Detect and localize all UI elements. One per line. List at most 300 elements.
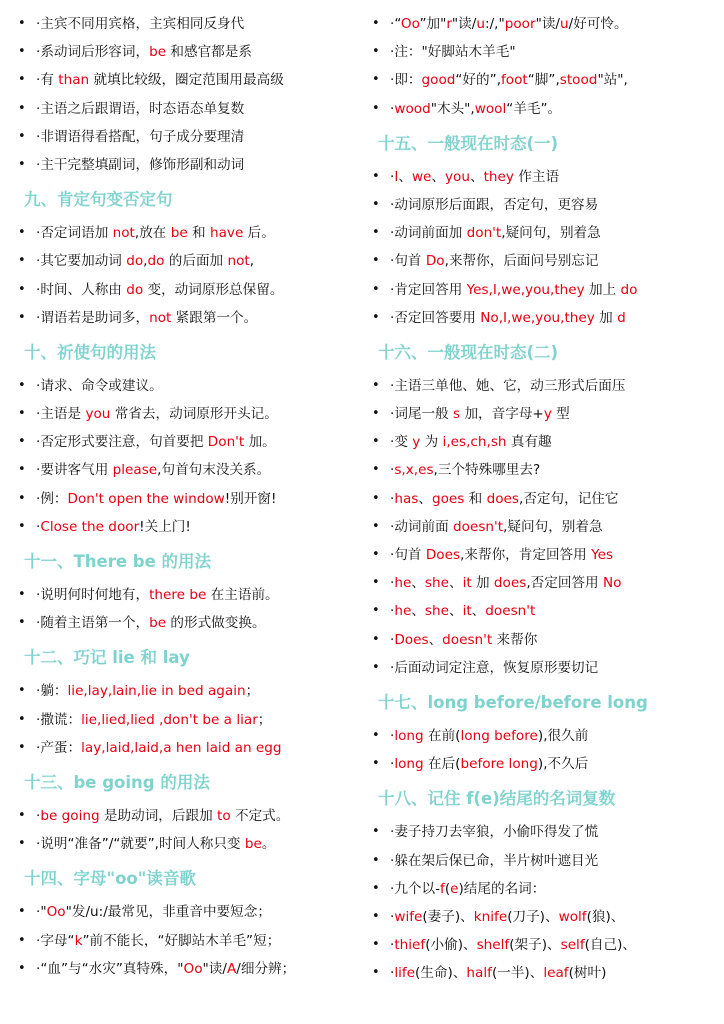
- bullet-icon: •: [18, 711, 26, 727]
- highlight-text: A: [226, 960, 237, 977]
- item-text: /好可怜。: [568, 16, 628, 32]
- highlight-text: lie,lay,lain,lie in bed again: [67, 683, 246, 700]
- highlight-text: d: [617, 309, 626, 326]
- bullet-icon: •: [372, 547, 380, 562]
- item-text: ·其它要加动词: [36, 253, 127, 270]
- highlight-text: wood: [394, 100, 431, 117]
- bullet-icon: •: [372, 965, 380, 981]
- bullet-item: [368, 276, 718, 304]
- item-text: ·否定回答要用: [390, 309, 481, 326]
- item-text: ·说明何时何地有，: [36, 587, 150, 603]
- highlight-text: e: [450, 880, 459, 897]
- highlight-text: we: [411, 168, 432, 185]
- highlight-text: Close the door: [40, 518, 140, 535]
- bullet-item: [368, 750, 718, 778]
- highlight-text: be: [149, 615, 167, 632]
- item-text: ,疑问句，别着急: [501, 225, 601, 242]
- item-text: ·主语之后跟谓语，时态语态单复数: [36, 100, 245, 117]
- highlight-text: does: [486, 490, 520, 507]
- item-text: ·“: [390, 16, 401, 32]
- bullet-icon: •: [18, 128, 26, 144]
- item-text: ,否定回答用: [526, 575, 603, 592]
- item-text: 在前(: [423, 727, 461, 744]
- bullet-item: [14, 123, 354, 151]
- item-text: 、: [448, 575, 463, 592]
- bullet-item: [368, 875, 718, 903]
- item-text: 作主语: [513, 168, 560, 185]
- bullet-icon: •: [18, 225, 26, 241]
- item-text: ),不久后: [537, 756, 589, 773]
- bullet-item: [14, 802, 354, 830]
- item-text: ,来帮你，肯定回答用: [460, 547, 592, 563]
- item-text: 和: [464, 490, 487, 507]
- bullet-item: [368, 66, 718, 94]
- highlight-text: it: [462, 603, 472, 620]
- highlight-text: No,I,we,you,they: [480, 309, 595, 326]
- highlight-text: good: [421, 72, 456, 89]
- bullet-icon: •: [18, 518, 26, 534]
- item-text: ·: [390, 756, 395, 773]
- item-text: (树叶): [568, 965, 607, 982]
- bullet-item: [14, 927, 354, 955]
- bullet-item: [368, 428, 718, 456]
- bullet-item: [368, 163, 718, 191]
- bullet-item: [368, 722, 718, 750]
- item-text: ·句首: [390, 253, 426, 270]
- highlight-text: she: [424, 575, 449, 592]
- highlight-text: lie,lied,lied ,don't be a liar: [81, 711, 258, 728]
- highlight-text: poor: [504, 16, 536, 32]
- item-text: 。: [261, 836, 276, 853]
- item-text: ,来帮你，后面问号别忘记: [444, 253, 599, 270]
- section-heading: 十六、一般现在时态(二): [378, 342, 559, 362]
- highlight-text: self: [560, 937, 585, 954]
- bullet-item: [368, 959, 718, 987]
- item-text: 变，动词原形总保留。: [143, 281, 284, 298]
- bullet-icon: •: [372, 490, 380, 506]
- item-text: 的形式做变换。: [166, 615, 266, 632]
- bullet-icon: •: [18, 72, 26, 88]
- item-text: ·: [36, 807, 41, 824]
- item-text: ·产蛋：: [36, 739, 82, 756]
- bullet-item: [368, 219, 718, 247]
- bullet-icon: •: [18, 100, 26, 116]
- item-text: ·: [390, 965, 395, 982]
- bullet-item: [14, 706, 354, 734]
- item-text: ,: [143, 253, 148, 270]
- highlight-text: there be: [149, 587, 207, 603]
- highlight-text: lay,laid,laid,a hen laid an egg: [81, 739, 282, 756]
- item-text: ·动词前面加: [390, 225, 467, 242]
- item-text: 、: [418, 490, 432, 507]
- bullet-icon: •: [372, 253, 380, 269]
- highlight-text: leaf: [543, 965, 569, 982]
- bullet-icon: •: [18, 406, 26, 422]
- bullet-item: [368, 931, 718, 959]
- item-text: 加: [471, 575, 494, 592]
- item-text: 、: [411, 603, 425, 620]
- highlight-text: do: [147, 253, 165, 270]
- highlight-text: be: [170, 225, 188, 242]
- highlight-text: to: [217, 807, 231, 824]
- highlight-text: knife: [473, 908, 508, 925]
- highlight-text: long: [394, 756, 424, 773]
- bullet-icon: •: [18, 904, 26, 920]
- item-text: 、: [398, 168, 412, 185]
- bullet-icon: •: [18, 960, 26, 976]
- item-text: ·肯定回答用: [390, 281, 467, 298]
- item-text: ·主语三单他、她、它，动三形式后面压: [390, 377, 626, 394]
- bullet-icon: •: [372, 880, 380, 896]
- bullet-icon: •: [18, 434, 26, 450]
- bullet-icon: •: [372, 434, 380, 450]
- highlight-text: than: [58, 72, 90, 89]
- item-text: ·动词原形后面跟，否定句，更容易: [390, 196, 599, 213]
- bullet-item: [14, 372, 354, 400]
- bullet-item: [368, 191, 718, 219]
- bullet-icon: •: [372, 377, 380, 393]
- bullet-icon: •: [18, 615, 26, 631]
- highlight-text: Oo: [183, 960, 203, 977]
- item-text: 、: [411, 575, 425, 592]
- right-column: [368, 10, 718, 987]
- item-text: !关上门!: [139, 518, 191, 535]
- left-column: [14, 10, 354, 983]
- bullet-icon: •: [18, 739, 26, 755]
- highlight-text: long before: [460, 727, 538, 744]
- highlight-text: f: [440, 880, 445, 897]
- item-text: ·要讲客气用: [36, 462, 113, 479]
- item-text: )结尾的名词：: [458, 880, 546, 897]
- bullet-icon: •: [372, 518, 380, 534]
- highlight-text: you: [445, 168, 470, 185]
- item-text: ,: [249, 253, 255, 270]
- highlight-text: not: [227, 253, 250, 270]
- bullet-item: [14, 677, 354, 705]
- highlight-text: doesn't: [453, 518, 504, 535]
- item-text: 来帮你: [492, 631, 538, 648]
- bullet-icon: •: [18, 281, 26, 297]
- section-heading: 十五、一般现在时态(一): [378, 133, 559, 153]
- item-text: ·否定形式要注意，句首要把: [36, 434, 208, 451]
- item-text: "木头",: [430, 100, 475, 117]
- bullet-item: [368, 304, 718, 332]
- section-heading: 十二、巧记 lie 和 lay: [24, 648, 190, 668]
- item-text: 加: [594, 309, 618, 326]
- item-text: (架子)、: [509, 937, 561, 954]
- bullet-item: [368, 597, 718, 625]
- highlight-text: Yes: [591, 547, 614, 563]
- item-text: ·: [390, 727, 395, 744]
- bullet-item: [14, 830, 354, 858]
- bullet-icon: •: [372, 406, 380, 422]
- item-text: ·撒谎：: [36, 711, 82, 728]
- bullet-item: [368, 513, 718, 541]
- item-text: “羊毛”。: [506, 100, 562, 117]
- bullet-icon: •: [18, 377, 26, 393]
- highlight-text: I: [394, 168, 399, 185]
- item-text: ”加": [419, 16, 447, 32]
- bullet-icon: •: [18, 462, 26, 478]
- item-text: 、: [428, 631, 443, 648]
- item-text: ·请求、命令或建议。: [36, 377, 163, 394]
- item-text: 真有趣: [506, 434, 552, 451]
- section-heading: 十四、字母"oo"读音歌: [24, 869, 196, 889]
- highlight-text: do: [620, 281, 638, 298]
- item-text: ·字母“: [36, 932, 75, 949]
- bullet-icon: •: [372, 309, 380, 325]
- bullet-item: [368, 847, 718, 875]
- bullet-icon: •: [372, 225, 380, 241]
- item-text: (小偷)、: [425, 937, 477, 954]
- item-text: ,放在: [134, 225, 171, 242]
- bullet-icon: •: [372, 631, 380, 647]
- highlight-text: long: [394, 727, 424, 744]
- highlight-text: Do: [425, 253, 445, 270]
- bullet-icon: •: [18, 156, 26, 172]
- highlight-text: it: [462, 575, 472, 592]
- item-text: ·妻子持刀去宰狼，小偷吓得发了慌: [390, 824, 599, 841]
- item-text: "站",: [597, 72, 628, 89]
- highlight-text: shelf: [476, 937, 510, 954]
- item-text: 、: [431, 168, 446, 185]
- item-text: 和: [187, 225, 210, 242]
- bullet-icon: •: [372, 196, 380, 212]
- item-text: ·: [390, 575, 395, 592]
- highlight-text: Does: [394, 631, 429, 648]
- highlight-text: he: [394, 603, 412, 620]
- bullet-item: [14, 400, 354, 428]
- item-text: ·说明“准备”/“就要”,时间人称只变: [36, 836, 245, 853]
- item-text: ·躺：: [36, 683, 68, 700]
- item-text: ·系动词后形容词，: [36, 44, 150, 61]
- section-heading: 九、肯定句变否定句: [24, 190, 173, 210]
- bullet-item: [368, 569, 718, 597]
- item-text: (生命)、: [415, 965, 467, 982]
- item-text: ；: [245, 683, 260, 700]
- bullet-item: [14, 304, 354, 332]
- highlight-text: u: [476, 16, 485, 32]
- highlight-text: she: [424, 603, 449, 620]
- item-text: ·: [390, 908, 395, 925]
- bullet-icon: •: [372, 908, 380, 924]
- highlight-text: goes: [431, 490, 465, 507]
- highlight-text: Oo: [400, 16, 420, 32]
- item-text: ·: [36, 518, 41, 535]
- item-text: 和感官都是系: [166, 44, 252, 61]
- item-text: ·非谓语得看搭配，句子成分要理清: [36, 128, 245, 145]
- item-text: (: [444, 880, 451, 897]
- item-text: ·: [390, 100, 395, 117]
- item-text: ·句首: [390, 547, 426, 563]
- bullet-icon: •: [372, 168, 380, 184]
- bullet-icon: •: [18, 490, 26, 506]
- highlight-text: they: [483, 168, 514, 185]
- item-text: (一半)、: [491, 965, 544, 982]
- bullet-icon: •: [372, 824, 380, 840]
- bullet-icon: •: [18, 932, 26, 948]
- highlight-text: k: [74, 932, 83, 949]
- bullet-item: [14, 955, 354, 983]
- highlight-text: s,x,es: [394, 462, 434, 479]
- item-text: ,疑问句，别着急: [503, 518, 603, 535]
- bullet-item: [14, 247, 354, 275]
- highlight-text: not: [112, 225, 135, 242]
- highlight-text: he: [394, 575, 412, 592]
- highlight-text: does: [493, 575, 527, 592]
- item-text: "读/: [451, 16, 477, 32]
- item-text: ·注："好脚站木羊毛": [390, 44, 516, 61]
- highlight-text: Yes,I,we,you,they: [466, 281, 585, 298]
- item-text: 为: [420, 434, 443, 451]
- highlight-text: half: [466, 965, 492, 982]
- highlight-text: be: [149, 44, 167, 61]
- item-text: 、: [448, 603, 463, 620]
- bullet-item: [14, 276, 354, 304]
- bullet-item: [368, 818, 718, 846]
- highlight-text: Oo: [46, 904, 66, 921]
- bullet-icon: •: [372, 727, 380, 743]
- bullet-item: [368, 247, 718, 275]
- bullet-icon: •: [372, 659, 380, 675]
- bullet-item: [14, 513, 354, 541]
- item-text: ·例：: [36, 490, 68, 507]
- highlight-text: foot: [501, 72, 528, 89]
- item-text: (妻子)、: [422, 908, 474, 925]
- highlight-text: has: [394, 490, 419, 507]
- bullet-item: [14, 581, 354, 609]
- item-text: "读/: [535, 16, 561, 32]
- item-text: (狼)、: [586, 908, 625, 925]
- section-heading: 十三、be going 的用法: [24, 772, 210, 792]
- bullet-item: [368, 626, 718, 654]
- bullet-icon: •: [372, 575, 380, 591]
- highlight-text: u: [560, 16, 569, 32]
- item-text: ·躲在架后保已命，半片树叶遮目光: [390, 852, 599, 869]
- item-text: 的后面加: [164, 253, 228, 270]
- bullet-icon: •: [372, 16, 380, 31]
- highlight-text: No: [602, 575, 622, 592]
- bullet-icon: •: [18, 253, 26, 269]
- item-text: ·": [36, 904, 47, 921]
- highlight-text: do: [126, 281, 144, 298]
- highlight-text: y: [543, 406, 552, 423]
- item-text: ,三个特殊哪里去?: [433, 462, 541, 479]
- item-text: ·主语是: [36, 406, 86, 423]
- bullet-item: [368, 456, 718, 484]
- item-text: ·否定词语加: [36, 225, 113, 242]
- item-text: 是助动词，后跟加: [99, 807, 218, 824]
- highlight-text: be going: [40, 807, 100, 824]
- highlight-text: i,es,ch,sh: [442, 434, 507, 451]
- section-heading: 十七、long before/before long: [378, 692, 648, 712]
- bullet-icon: •: [18, 587, 26, 602]
- bullet-icon: •: [372, 756, 380, 772]
- highlight-text: not: [149, 309, 172, 326]
- bullet-item: [368, 10, 718, 38]
- bullet-item: [14, 219, 354, 247]
- highlight-text: you: [85, 406, 111, 423]
- bullet-item: [14, 456, 354, 484]
- item-text: !别开窗!: [224, 490, 277, 507]
- bullet-icon: •: [372, 72, 380, 88]
- bullet-icon: •: [372, 462, 380, 478]
- item-text: 型: [551, 406, 570, 423]
- highlight-text: wife: [394, 908, 423, 925]
- highlight-text: y: [412, 434, 421, 451]
- item-text: ·九个以-: [390, 880, 441, 897]
- highlight-text: Don't open the window: [67, 490, 225, 507]
- item-text: ·谓语若是助词多，: [36, 309, 150, 326]
- item-text: ·后面动词定注意，恢复原形要切记: [390, 659, 599, 676]
- highlight-text: Don't: [207, 434, 245, 451]
- highlight-text: please: [112, 462, 158, 479]
- bullet-item: [14, 428, 354, 456]
- item-text: 就填比较级，圈定范围用最高级: [89, 72, 284, 89]
- bullet-icon: •: [18, 16, 26, 31]
- highlight-text: doesn't: [442, 631, 493, 648]
- bullet-item: [368, 95, 718, 123]
- bullet-item: [368, 400, 718, 428]
- item-text: ·即：: [390, 72, 422, 89]
- item-text: ·“血”与“水灾”真特殊，": [36, 960, 184, 977]
- item-text: ·: [390, 631, 395, 648]
- highlight-text: wool: [474, 100, 507, 117]
- item-text: ；: [257, 711, 272, 728]
- item-text: :/,": [484, 16, 505, 32]
- highlight-text: Does: [425, 547, 461, 563]
- item-text: ·变: [390, 434, 413, 451]
- item-text: 、: [471, 603, 486, 620]
- item-text: 加。: [244, 434, 276, 451]
- bullet-item: [14, 95, 354, 123]
- item-text: 不定式。: [230, 807, 290, 824]
- highlight-text: r: [446, 16, 452, 32]
- bullet-icon: •: [18, 309, 26, 325]
- item-text: ·主干完整填副词，修饰形副和动词: [36, 156, 245, 173]
- item-text: ,否定句，记住它: [519, 490, 619, 507]
- item-text: ·时间、人称由: [36, 281, 127, 298]
- item-text: ·: [390, 462, 395, 479]
- highlight-text: be: [244, 836, 262, 853]
- item-text: 常省去，动词原形开头记。: [110, 406, 278, 423]
- highlight-text: have: [209, 225, 244, 242]
- highlight-text: do: [126, 253, 144, 270]
- item-text: 紧跟第一个。: [171, 309, 258, 326]
- highlight-text: life: [394, 965, 416, 982]
- section-heading: 十、祈使句的用法: [24, 342, 156, 362]
- item-text: ·: [390, 937, 395, 954]
- highlight-text: don't: [466, 225, 502, 242]
- item-text: ·动词前面: [390, 518, 454, 535]
- item-text: 后。: [243, 225, 275, 242]
- item-text: "读/: [202, 960, 227, 977]
- highlight-text: doesn't: [485, 603, 536, 620]
- item-text: (刀子)、: [507, 908, 559, 925]
- bullet-icon: •: [18, 836, 26, 852]
- bullet-item: [368, 485, 718, 513]
- highlight-text: wolf: [558, 908, 587, 925]
- bullet-item: [14, 66, 354, 94]
- item-text: 在后(: [423, 756, 461, 773]
- item-text: (自己)、: [584, 937, 637, 954]
- item-text: ,句首句末没关系。: [157, 462, 271, 479]
- item-text: “好的”,: [455, 72, 502, 89]
- item-text: 在主语前。: [206, 587, 279, 603]
- section-heading: 十八、记住 f(e)结尾的名词复数: [378, 789, 616, 809]
- item-text: ·随着主语第一个，: [36, 615, 150, 632]
- item-text: 加，音字母+: [460, 406, 544, 423]
